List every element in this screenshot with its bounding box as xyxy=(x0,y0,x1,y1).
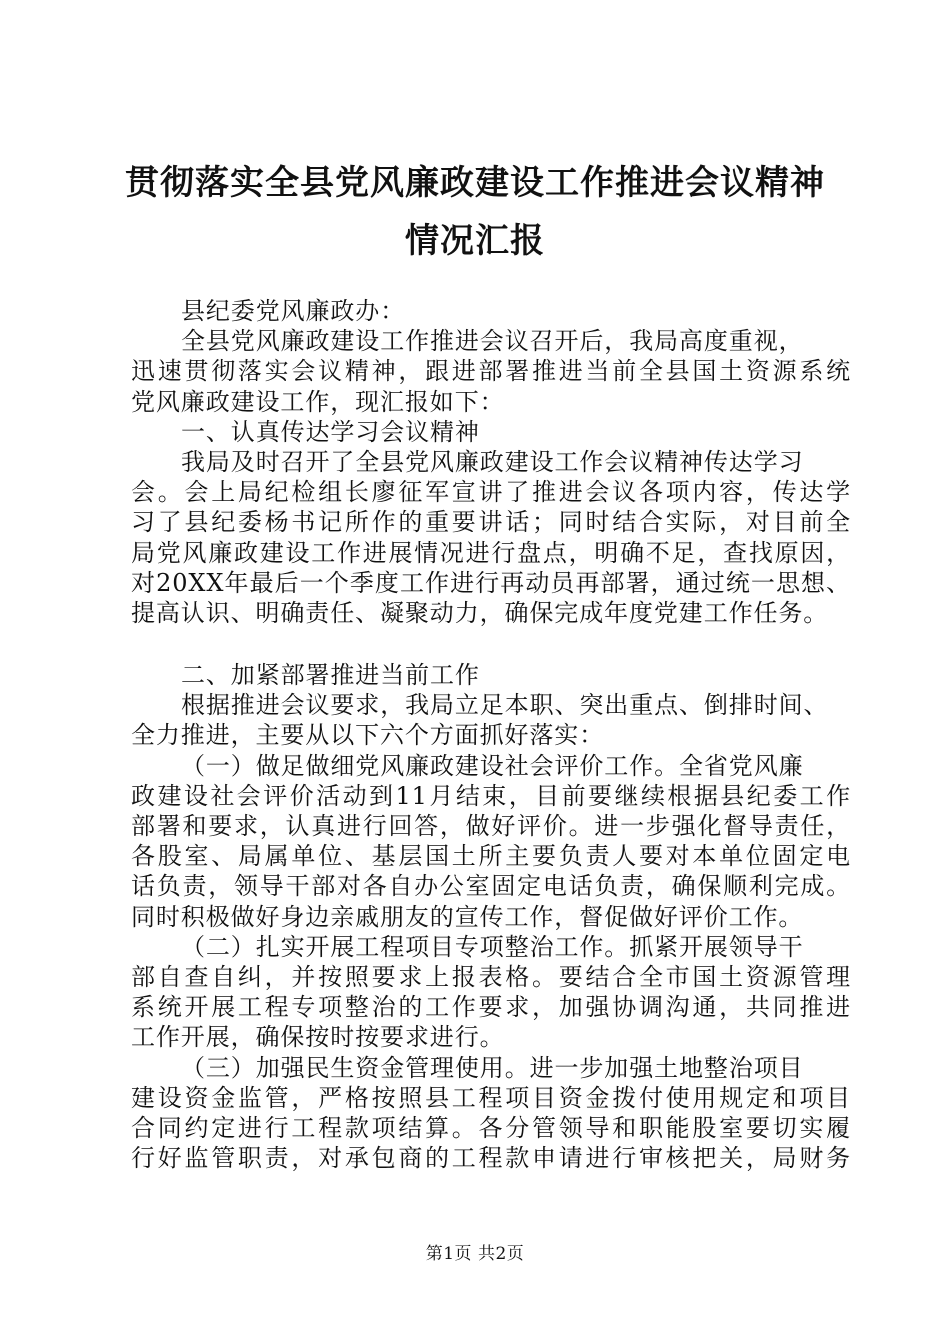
paragraph-line: 会。会上局纪检组长廖征军宣讲了推进会议各项内容，传达学 xyxy=(131,478,851,507)
paragraph-line: 工作开展，确保按时按要求进行。 xyxy=(131,1023,505,1052)
paragraph-line: 提高认识、明确责任、凝聚动力，确保完成年度党建工作任务。 xyxy=(131,598,829,627)
paragraph-line: 全县党风廉政建设工作推进会议召开后，我局高度重视， xyxy=(181,327,804,356)
paragraph-line: 部自查自纠，并按照要求上报表格。要结合全市国土资源管理 xyxy=(131,962,851,991)
paragraph-line: 政建设社会评价活动到11月结束，目前要继续根据县纪委工作 xyxy=(131,781,851,810)
paragraph-line: 部署和要求，认真进行回答，做好评价。进一步强化督导责任， xyxy=(131,812,851,840)
paragraph-line: 建设资金监管，严格按照县工程项目资金拨付使用规定和项目 xyxy=(131,1083,851,1112)
paragraph-line: 根据推进会议要求，我局立足本职、突出重点、倒排时间、 xyxy=(181,691,829,720)
salutation: 县纪委党风廉政办： xyxy=(181,297,406,325)
document-title-line-2: 情况汇报 xyxy=(405,221,545,261)
page-footer: 第1页 共2页 xyxy=(425,1244,525,1264)
paragraph-line: 习了县纪委杨书记所作的重要讲话；同时结合实际，对目前全 xyxy=(131,508,851,537)
paragraph-line: 系统开展工程专项整治的工作要求，加强协调沟通，共同推进 xyxy=(131,993,851,1022)
paragraph-line: 对20XX年最后一个季度工作进行再动员再部署，通过统一思想、 xyxy=(131,568,851,597)
section-heading-2: 二、加紧部署推进当前工作 xyxy=(181,661,480,690)
paragraph-gap xyxy=(131,628,851,660)
subsection-line: （三）加强民生资金管理使用。进一步加强土地整治项目 xyxy=(181,1053,804,1082)
paragraph-line: 合同约定进行工程款项结算。各分管领导和职能股室要切实履 xyxy=(131,1113,851,1142)
paragraph-line: 党风廉政建设工作，现汇报如下： xyxy=(131,387,505,416)
document-title-line-1: 贯彻落实全县党风廉政建设工作推进会议精神 xyxy=(125,163,825,203)
subsection-line: （二）扎实开展工程项目专项整治工作。抓紧开展领导干 xyxy=(181,932,804,961)
paragraph-line: 局党风廉政建设工作进展情况进行盘点，明确不足，查找原因， xyxy=(131,538,851,567)
paragraph-line: 我局及时召开了全县党风廉政建设工作会议精神传达学习 xyxy=(181,447,804,476)
paragraph-line: 迅速贯彻落实会议精神，跟进部署推进当前全县国土资源系统 xyxy=(131,357,851,386)
section-heading-1: 一、认真传达学习会议精神 xyxy=(181,417,480,446)
paragraph-line: 全力推进，主要从以下六个方面抓好落实： xyxy=(131,721,605,750)
paragraph-line: 各股室、局属单位、基层国土所主要负责人要对本单位固定电 xyxy=(131,842,851,871)
paragraph-line: 话负责，领导干部对各自办公室固定电话负责，确保顺利完成。 xyxy=(131,872,851,901)
paragraph-line: 同时积极做好身边亲戚朋友的宣传工作，督促做好评价工作。 xyxy=(131,902,804,931)
document-body xyxy=(131,296,851,1173)
paragraph-line: 行好监管职责，对承包商的工程款申请进行审核把关，局财务 xyxy=(131,1144,851,1173)
subsection-line: （一）做足做细党风廉政建设社会评价工作。全省党风廉 xyxy=(181,751,804,780)
